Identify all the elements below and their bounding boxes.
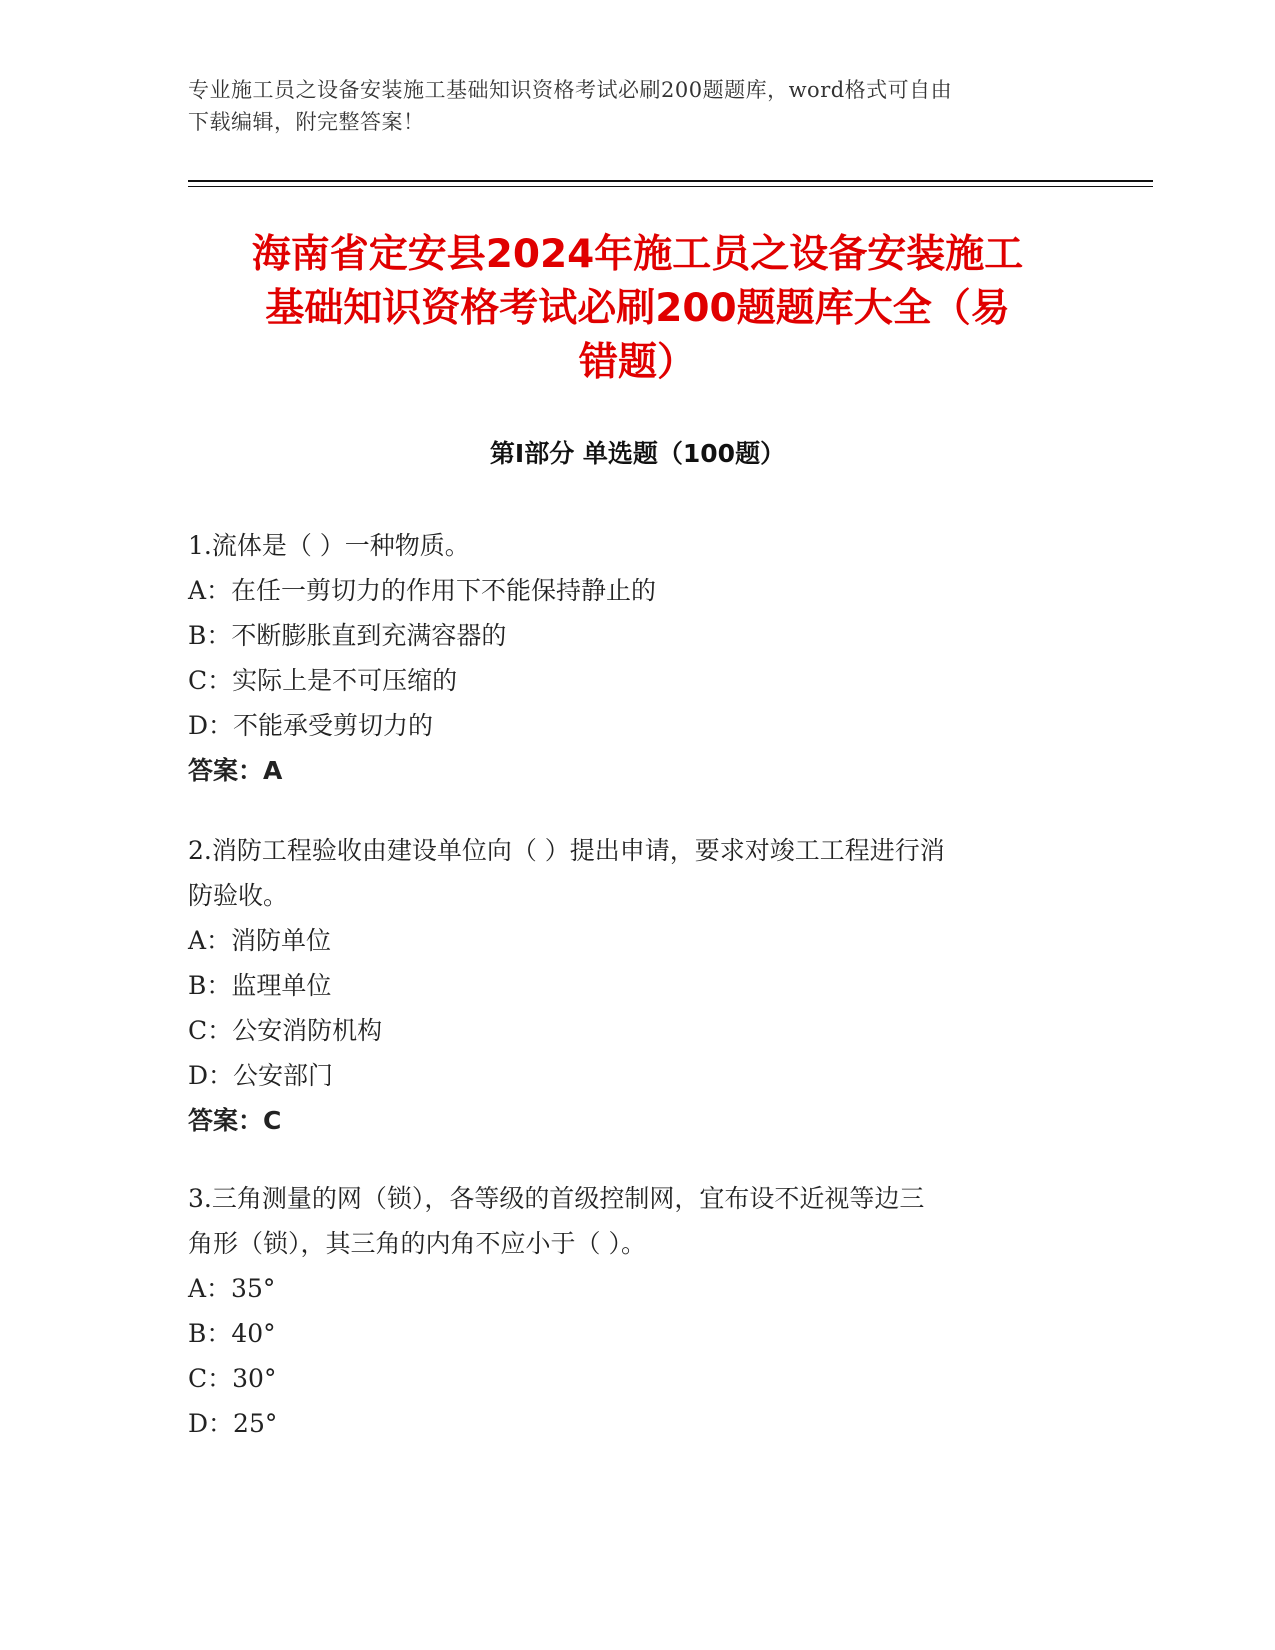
option-b: B：监理单位 [188,971,332,1000]
option-c: C：30° [188,1364,277,1393]
question-stem-line: 2.消防工程验收由建设单位向（ ）提出申请，要求对竣工工程进行消 [188,836,945,865]
document-title-line-2: 基础知识资格考试必刷200题题库大全（易 [265,286,1010,331]
option-a: A：消防单位 [188,926,332,955]
option-d: D：不能承受剪切力的 [188,711,434,740]
document-title-line-3: 错题） [578,340,696,385]
option-a: A：在任一剪切力的作用下不能保持静止的 [188,576,657,605]
question-stem [188,1176,1088,1266]
question-2 [188,828,1088,1143]
header-note [188,74,1088,138]
option-b: B：40° [188,1319,276,1348]
answer-label: 答案：C [188,1106,282,1135]
question-stem [188,523,1088,568]
header-note-line-1: 专业施工员之设备安装施工基础知识资格考试必刷200题题库，word格式可自由 [188,78,953,102]
section-title: 第Ⅰ部分 单选题（100题） [489,439,786,468]
header-rule-thick [188,180,1153,182]
option-b: B：不断膨胀直到充满容器的 [188,621,507,650]
option-c: C：公安消防机构 [188,1016,383,1045]
question-stem-line: 角形（锁），其三角的内角不应小于（ ）。 [188,1229,646,1258]
option-c: C：实际上是不可压缩的 [188,666,458,695]
document-title [160,228,1115,390]
question-stem-line: 1.流体是（ ）一种物质。 [188,531,470,560]
question-1 [188,523,1088,793]
header-rule-thin [188,186,1153,187]
option-d: D：公安部门 [188,1061,334,1090]
question-stem-line: 3.三角测量的网（锁），各等级的首级控制网，宜布设不近视等边三 [188,1184,925,1213]
option-d: D：25° [188,1409,278,1438]
question-3 [188,1176,1088,1446]
option-a: A：35° [188,1274,276,1303]
question-stem-line: 防验收。 [188,881,289,910]
question-stem [188,828,1088,918]
document-title-line-1: 海南省定安县2024年施工员之设备安装施工 [251,232,1024,277]
header-note-line-2: 下载编辑，附完整答案！ [188,110,425,134]
answer-label: 答案：A [188,756,283,785]
